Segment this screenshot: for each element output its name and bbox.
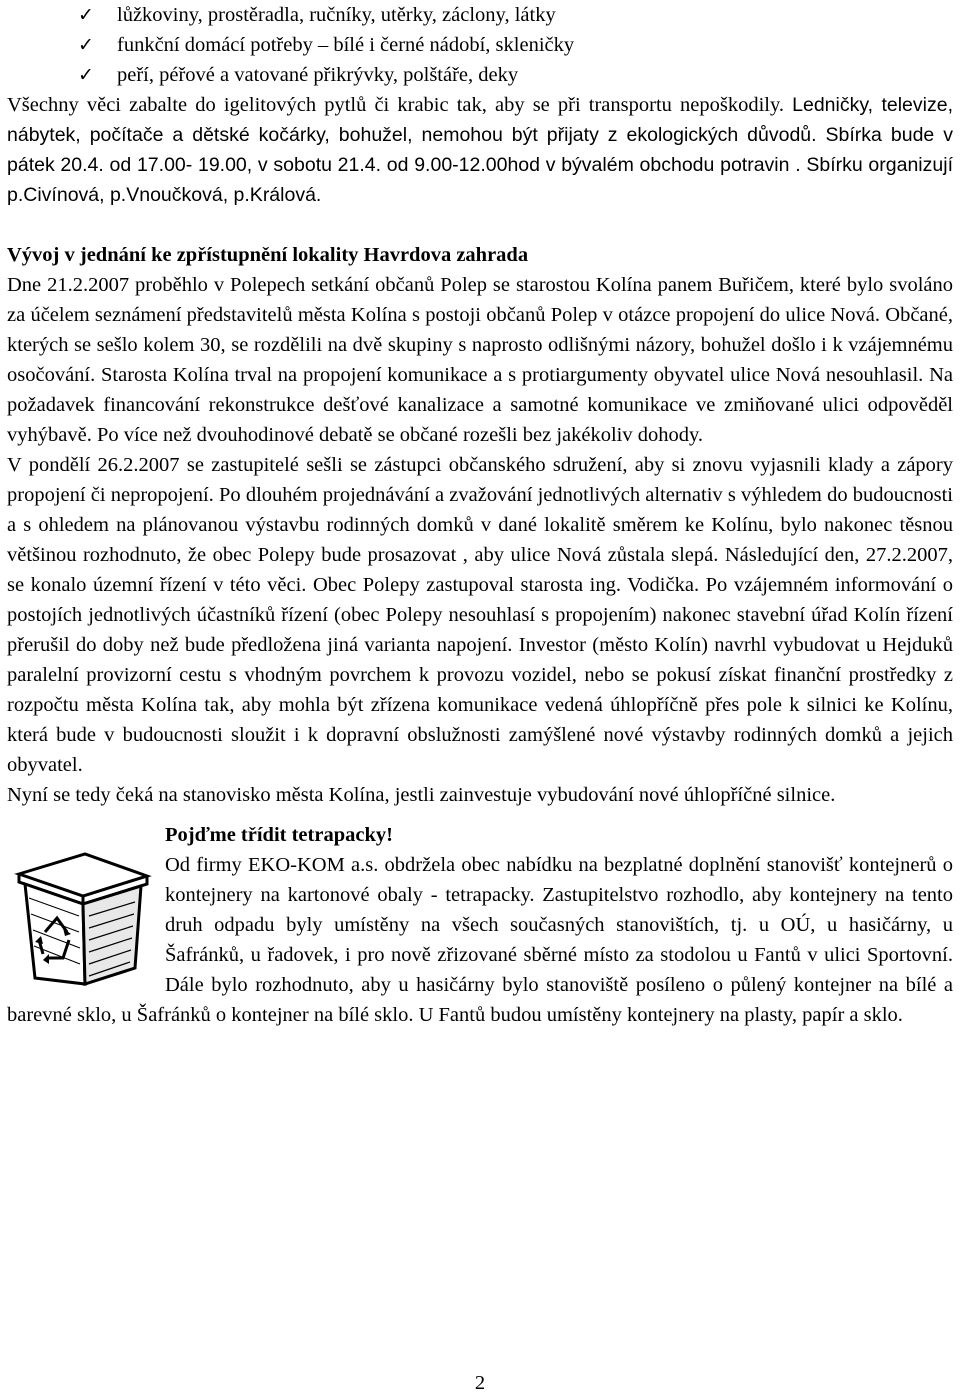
checkmark-icon: ✓: [78, 4, 94, 26]
havrdova-heading: Vývoj v jednání ke zpřístupnění lokality Havrdova zahrada: [7, 244, 529, 266]
tetrapack-section: [7, 820, 953, 1030]
havrdova-paragraph-1: Dne 21.2.2007 proběhlo v Polepech setkání občanů Polep se starostou Kolína panem Buřičem, které bylo svoláno za účelem seznámení představitelů města Kolína s postoji občanů Polep v otázce propojení do ulice Nová. Občané, kterých se sešlo kolem 30, se rozdělili na dvě skupiny s naprosto odlišnými názory, bohužel došlo i k vzájemnému osočování. Starosta Kolína trval na propojení komunikace a s protiargumenty obyvatel ulice Nová nesouhlasil. Na požadavek financování rekonstrukce dešťové kanalizace a samotné komunikace ve zmiňované ulici odpověděl vyhýbavě. Po více než dvouhodinové debatě se občané rozešli bez jakékoliv dohody.: [7, 274, 953, 446]
page-number: 2: [474, 1372, 486, 1394]
checkmark-icon: ✓: [78, 34, 94, 56]
havrdova-paragraph-3: Nyní se tedy čeká na stanovisko města Kolína, jestli zainvestuje vybudování nové úhlopříčné silnice.: [7, 784, 836, 806]
item-checklist: [7, 0, 953, 90]
recycling-bin-icon: [7, 836, 157, 986]
checkmark-icon: ✓: [78, 64, 94, 86]
list-item-text: peří, péřové a vatované přikrývky, polštáře, deky: [117, 64, 519, 86]
collection-paragraph: [7, 90, 953, 210]
tetrapack-heading: Pojďme třídit tetrapacky!: [165, 824, 393, 846]
document-page: [7, 0, 953, 1030]
havrdova-paragraph-2: V pondělí 26.2.2007 se zastupitelé sešli se zástupci občanského sdružení, aby si znovu vyjasnili klady a zápory propojení či nepropojení. Po dlouhém projednávání a zvažování jednotlivých alternativ s výhledem do budoucnosti a s ohledem na plánovanou výstavbu rodinných domků v dané lokalitě směrem ke Kolínu, bylo nakonec těsnou většinou rozhodnuto, že obec Polepy bude prosazovat , aby ulice Nová zůstala slepá. Následující den, 27.2.2007, se konalo územní řízení v této věci. Obec Polepy zastupoval starosta ing. Vodička. Po vzájemném informování o postojích jednotlivých účastníků řízení (obec Polepy nesouhlasí s propojením) nakonec stavební úřad Kolín řízení přerušil do doby než bude předložena jiná varianta napojení. Investor (město Kolín) navrhl vybudovat u Hejduků paralelní provizorní cestu s vhodným povrchem k provozu vozidel, nebo se pokusí získat finanční prostředky z rozpočtu města Kolína tak, aby mohla být zřízena komunikace vedená úhlopříčně přes pole k silnici ke Kolínu, která bude v budoucnosti sloužit i k dopravní obslužnosti zamýšlené nové výstavby rodinných domků a jejich obyvatel.: [7, 454, 953, 776]
collection-paragraph-part2: Ledničky, televize, nábytek, počítače a dětské kočárky, bohužel, nemohou být přijaty z ekologických důvodů. Sbírka bude v pátek 20.4. od 17.00- 19.00, v sobotu 21.4. od 9.00-12.00hod v bývalém obchodu potravin . Sbírku organizují p.Civínová, p.Vnoučková, p.Králová.: [7, 94, 953, 206]
collection-paragraph-part1: Všechny věci zabalte do igelitových pytlů či krabic tak, aby se při transportu nepoškodily.: [7, 94, 793, 116]
list-item: [7, 30, 953, 60]
list-item: [7, 60, 953, 90]
list-item-text: lůžkoviny, prostěradla, ručníky, utěrky, záclony, látky: [117, 4, 556, 26]
spacer: [7, 210, 953, 240]
list-item-text: funkční domácí potřeby – bílé i černé nádobí, skleničky: [117, 34, 575, 56]
list-item: [7, 0, 953, 30]
tetrapack-paragraph: Od firmy EKO-KOM a.s. obdržela obec nabídku na bezplatné doplnění stanovišť kontejnerů o kontejnery na kartonové obaly - tetrapacky. Zastupitelstvo rozhodlo, aby kontejnery na tento druh odpadu byly umístěny na všech současných stanovištích, tj. u OÚ, u hasičárny, u Šafránků, u řadovek, i pro nově zřizované sběrné místo za stodolou u Fantů v ulici Sportovní. Dále bylo rozhodnuto, aby u hasičárny bylo stanoviště posíleno o půlený kontejner na bílé a barevné sklo, u Šafránků o kontejner na bílé sklo. U Fantů budou umístěny kontejnery na plasty, papír a sklo.: [7, 854, 953, 1026]
